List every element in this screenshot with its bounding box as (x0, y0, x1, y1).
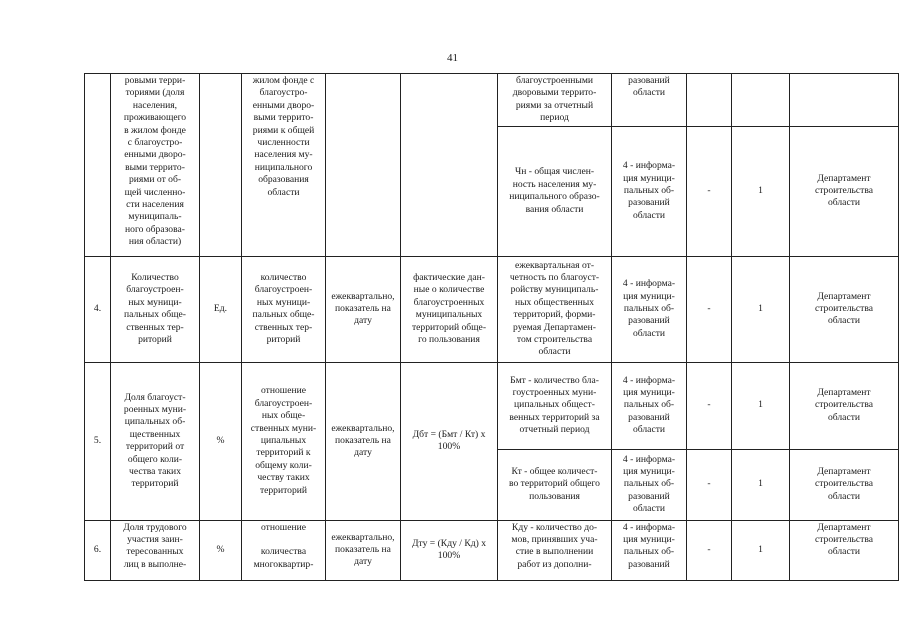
formula-cell: Дбт = (Бмт / Кт) х 100% (401, 362, 498, 520)
component-cell: Бмт - количество бла- гоустроенных муни- ципальных общест- венных территорий за отчетный период (498, 362, 612, 449)
definition-cell: отношение количества многоквартир- (242, 520, 326, 580)
periodicity-cell: ежеквартально, показатель на дату (326, 256, 401, 362)
table-row (85, 520, 899, 580)
table-row (85, 362, 899, 449)
indicators-table (84, 73, 899, 581)
dash-cell: - (687, 256, 732, 362)
responsible-cell: Департамент строительства области (790, 256, 899, 362)
responsible-cell: Департамент строительства области (790, 520, 899, 580)
value-cell: 1 (732, 126, 790, 256)
indicator-name-cell: Количество благоустроен- ных муници- пальных обще- ственных тер- риторий (111, 256, 200, 362)
definition-cell: количество благоустроен- ных муници- пальных обще- ственных тер- риторий (242, 256, 326, 362)
component-cell: благоустроенными дворовыми террито- риями за отчетный период (498, 74, 612, 127)
value-cell: 1 (732, 449, 790, 520)
periodicity-cell: ежеквартально, показатель на дату (326, 362, 401, 520)
table-row (85, 256, 899, 362)
value-cell: 1 (732, 520, 790, 580)
dash-cell (687, 74, 732, 127)
dash-cell: - (687, 520, 732, 580)
source-cell: 4 - информа- ция муници- пальных об- разований области (612, 126, 687, 256)
responsible-cell (790, 74, 899, 127)
indicator-name-cell: Доля трудового участия заин- тересованных лиц в выполне- (111, 520, 200, 580)
unit-cell: % (200, 520, 242, 580)
component-cell: Кду - количество до- мов, принявших уча- стие в выполнении работ из дополни- (498, 520, 612, 580)
value-cell: 1 (732, 256, 790, 362)
indicator-name-cell: ровыми терри- ториями (доля населения, проживающего в жилом фонде с благоустро- енными дворо- выми террито- риями от об- щей численно- сти населения муниципаль- ного образова- ния области) (111, 74, 200, 257)
formula-cell: фактические дан- ные о количестве благоустроенных муниципальных территорий обще- го пользования (401, 256, 498, 362)
row-number-cell: 5. (85, 362, 111, 520)
dash-cell: - (687, 126, 732, 256)
value-cell: 1 (732, 362, 790, 449)
source-cell: 4 - информа- ция муници- пальных об- разований области (612, 256, 687, 362)
dash-cell: - (687, 449, 732, 520)
row-number-cell: 4. (85, 256, 111, 362)
table-row (85, 74, 899, 127)
unit-cell: Ед. (200, 256, 242, 362)
definition-cell: жилом фонде с благоустро- енными дворо- выми террито- риями к общей численности населения му- ниципального образования области (242, 74, 326, 257)
unit-cell: % (200, 362, 242, 520)
indicator-name-cell: Доля благоуст- роенных муни- ципальных об- щественных территорий от общего коли- чества таких территорий (111, 362, 200, 520)
formula-cell (401, 74, 498, 257)
value-cell (732, 74, 790, 127)
responsible-cell: Департамент строительства области (790, 126, 899, 256)
dash-cell: - (687, 362, 732, 449)
source-cell: 4 - информа- ция муници- пальных об- разований области (612, 449, 687, 520)
formula-cell: Дту = (Кду / Кд) х 100% (401, 520, 498, 580)
component-cell: Чн - общая числен- ность населения му- ниципального образо- вания области (498, 126, 612, 256)
source-cell: 4 - информа- ция муници- пальных об- разований (612, 520, 687, 580)
unit-cell (200, 74, 242, 257)
periodicity-cell (326, 74, 401, 257)
row-number-cell: 6. (85, 520, 111, 580)
definition-cell: отношение благоустроен- ных обще- ственных муни- ципальных территорий к общему коли- честву таких территорий (242, 362, 326, 520)
responsible-cell: Департамент строительства области (790, 449, 899, 520)
source-cell: 4 - информа- ция муници- пальных об- разований области (612, 362, 687, 449)
component-cell: Кт - общее количест- во территорий общего пользования (498, 449, 612, 520)
responsible-cell: Департамент строительства области (790, 362, 899, 449)
page-number: 41 (447, 52, 458, 64)
row-number-cell (85, 74, 111, 257)
component-cell: ежеквартальная от- четность по благоуст- ройству муниципаль- ных общественных территорий, форми- руемая Департамен- том строительства области (498, 256, 612, 362)
periodicity-cell: ежеквартально, показатель на дату (326, 520, 401, 580)
source-cell: разований области (612, 74, 687, 127)
